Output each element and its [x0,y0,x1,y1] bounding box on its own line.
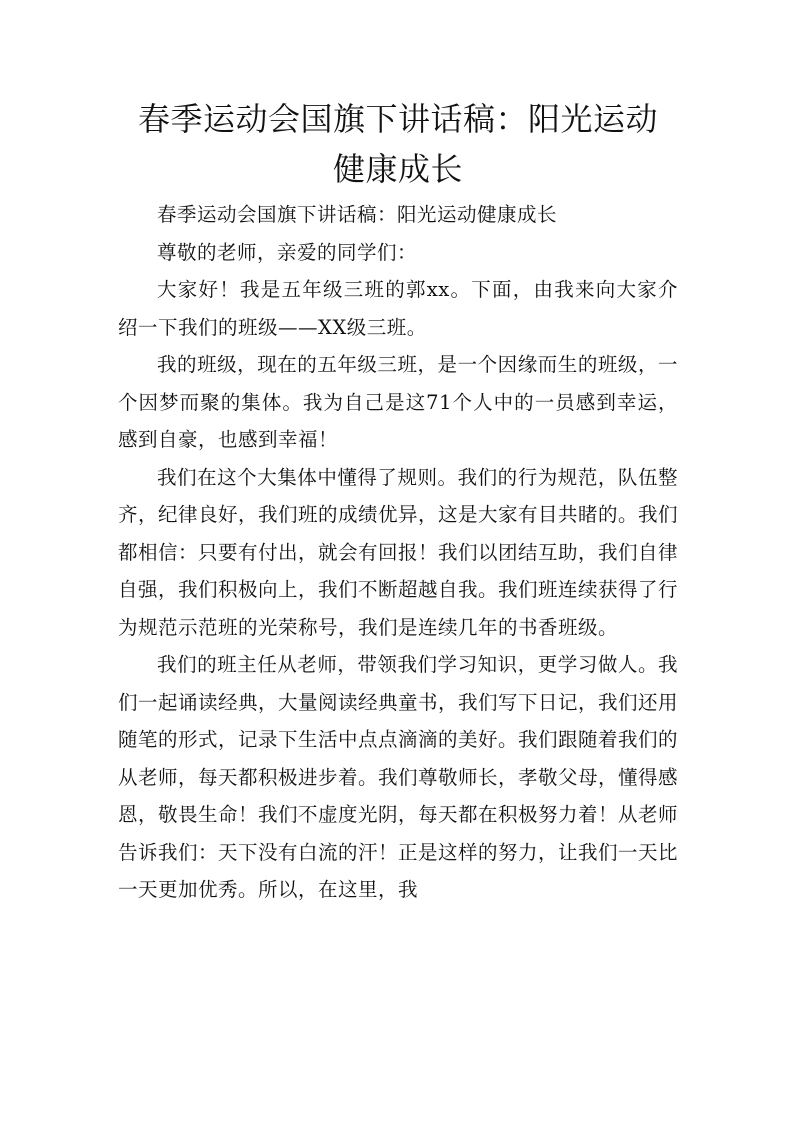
document-body [118,196,678,909]
paragraph-salutation: 尊敬的老师，亲爱的同学们： [157,240,418,264]
paragraph-teacher: 我们的班主任从老师，带领我们学习知识，更学习做人。我们一起诵读经典，大量阅读经典童书，我们写下日记，我们还用随笔的形式，记录下生活中点点滴滴的美好。我们跟随着我们的从老师，每天都积极进步着。我们尊敬师长，孝敬父母，懂得感恩，敬畏生命！我们不虚度光阴，每天都在积极努力着！从老师告诉我们：天下没有白流的汗！正是这样的努力，让我们一天比一天更加优秀。所以，在这里，我 [118,653,679,901]
paragraph-greeting: 大家好！我是五年级三班的郭xx。下面，由我来向大家介绍一下我们的班级——XX级三班。 [118,278,678,339]
document-title: 春季运动会国旗下讲话稿：阳光运动 健康成长 [137,100,658,188]
paragraph-subtitle: 春季运动会国旗下讲话稿：阳光运动健康成长 [157,203,558,226]
paragraph-class-intro: 我的班级，现在的五年级三班，是一个因缘而生的班级，一个因梦而聚的集体。我为自己是这71个人中的一员感到幸运，感到自豪，也感到幸福！ [118,353,678,451]
paragraph-rules: 我们在这个大集体中懂得了规则。我们的行为规范，队伍整齐，纪律良好，我们班的成绩优异，这是大家有目共睹的。我们都相信：只要有付出，就会有回报！我们以团结互助，我们自律自强，我们积极向上，我们不断超越自我。我们班连续获得了行为规范示范班的光荣称号，我们是连续几年的书香班级。 [118,465,679,639]
